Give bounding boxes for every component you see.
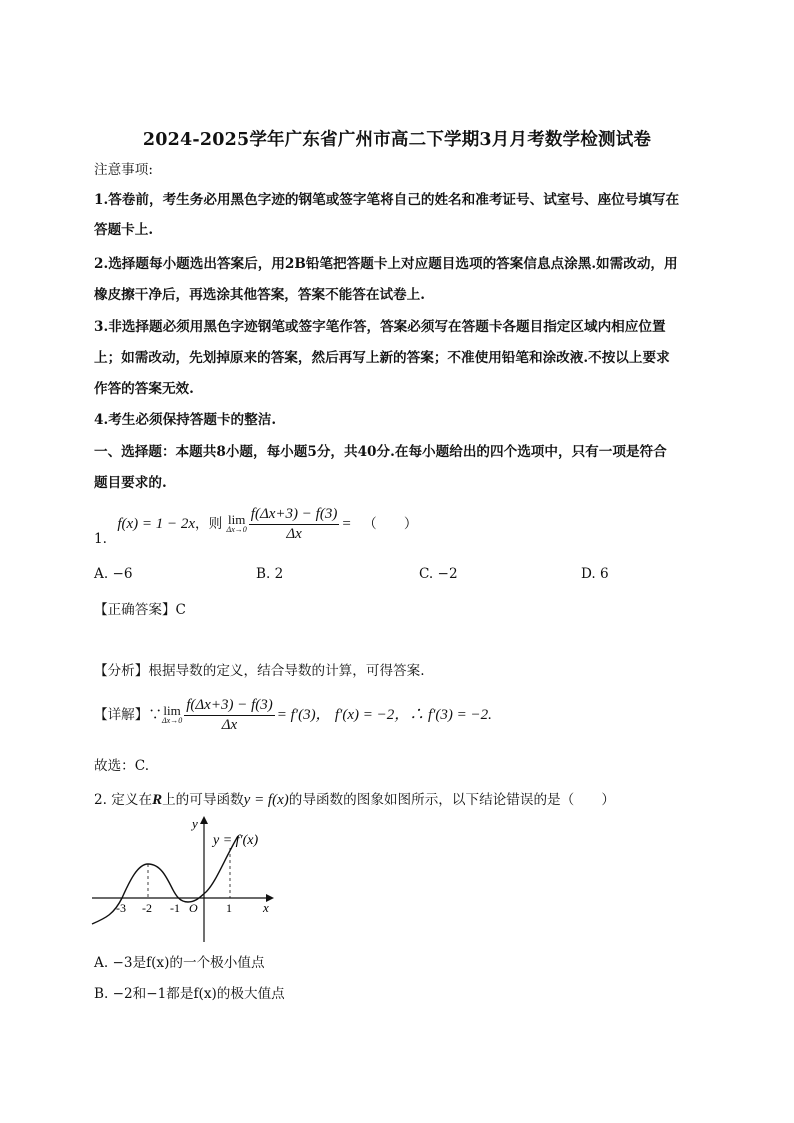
limit-symbol: lim: [228, 511, 246, 527]
detail-mid: = f′(3)，: [276, 707, 331, 723]
question-1-function: f(x) = 1 − 2x: [117, 516, 196, 532]
q2-stem-R: R: [152, 792, 163, 808]
detail-numerator: f(Δx+3) − f(3): [184, 697, 275, 716]
notice-item-1-line-1: 1.答卷前，考生务必用黑色字迹的钢笔或签字笔将自己的姓名和准考证号、试室号、座位号填写在: [94, 192, 680, 208]
q2-option-b: B. −2和−1都是f(x)的极大值点: [94, 986, 285, 1002]
y-axis-arrow: [200, 816, 208, 824]
origin-label: O: [189, 901, 198, 915]
y-axis-label: y: [192, 816, 198, 831]
curve-label: y = f′(x): [213, 833, 259, 848]
notice-item-2-line-1: 2.选择题每小题选出答案后，用2B铅笔把答题卡上对应题目选项的答案信息点涂黑.如需改动，用: [94, 256, 678, 272]
detail-therefore: ，∴ f′(3) = −2.: [394, 707, 492, 723]
notice-item-3-line-3: 作答的答案无效.: [94, 381, 194, 397]
q2-stem-c: 的导函数的图象如图所示，以下结论错误的是（ ）: [288, 792, 616, 808]
q1-option-a: A. −6: [94, 566, 133, 582]
q1-answer: 【正确答案】C: [94, 602, 186, 618]
detail-limit: [161, 702, 183, 726]
q2-stem-a: 2. 定义在: [94, 792, 153, 808]
section1-line-2: 题目要求的.: [94, 475, 167, 491]
fraction-denominator: Δx: [286, 526, 302, 542]
question-1-then: ，则: [195, 516, 223, 532]
detail-denominator: Δx: [221, 717, 238, 733]
detail-derivative: f′(x) = −2: [334, 707, 395, 723]
detail-limit-subscript: Δx→0: [161, 715, 183, 725]
detail-limit-symbol: lim: [163, 702, 181, 718]
q1-analysis: 【分析】根据导数的定义，结合导数的计算，可得答案.: [94, 663, 425, 679]
limit-subscript: Δx→0: [226, 524, 247, 534]
tick-minus-1: -1: [170, 901, 180, 915]
notice-item-3-line-1: 3.非选择题必须用黑色字迹钢笔或签字笔作答，答案必须写在答题卡各题目指定区域内相应位置: [94, 319, 666, 335]
q1-option-b: B. 2: [256, 566, 284, 582]
question-1-number: 1.: [94, 531, 107, 547]
notice-item-4: 4.考生必须保持答题卡的整洁.: [94, 412, 277, 428]
q2-option-a: A. −3是f(x)的一个极小值点: [94, 955, 265, 971]
detail-label: 【详解】: [94, 707, 149, 723]
section1-line-1: 一、选择题：本题共8小题，每小题5分，共40分.在每小题给出的四个选项中，只有一项是符合: [94, 444, 667, 460]
q1-option-d: D. 6: [581, 566, 609, 582]
q1-detail: [94, 697, 492, 734]
notice-item-2-line-2: 橡皮擦干净后，再选涂其他答案，答案不能答在试卷上.: [94, 287, 425, 303]
x-axis-label: x: [263, 900, 269, 915]
because-symbol: ∵: [148, 707, 162, 723]
question-1-limit: [226, 511, 247, 535]
notice-item-3-line-2: 上；如需改动，先划掉原来的答案，然后再写上新的答案；不准使用铅笔和涂改液.不按以上要求: [94, 350, 670, 366]
q1-option-c: C. −2: [419, 566, 458, 582]
question-2-stem: [94, 790, 615, 810]
q2-stem-func: y = f(x): [243, 792, 289, 808]
tick-minus-3: -3: [116, 901, 126, 915]
question-1-fraction: [249, 506, 340, 543]
q1-conclusion: 故选：C.: [94, 758, 150, 774]
notice-item-1-line-2: 答题卡上.: [94, 222, 154, 238]
derivative-curve: [92, 836, 238, 924]
question-1-blank: （ ）: [363, 516, 418, 532]
q2-stem-b: 上的可导函数: [162, 792, 244, 808]
notice-heading: 注意事项:: [94, 162, 153, 178]
tick-minus-2: -2: [142, 901, 152, 915]
tick-1: 1: [226, 901, 232, 915]
question-1-equals: =: [342, 516, 351, 532]
derivative-graph: [88, 812, 288, 947]
question-1: [94, 506, 418, 547]
detail-fraction: [184, 697, 275, 734]
exam-title: 2024-2025学年广东省广州市高二下学期3月月考数学检测试卷: [142, 130, 652, 150]
fraction-numerator: f(Δx+3) − f(3): [249, 506, 340, 525]
